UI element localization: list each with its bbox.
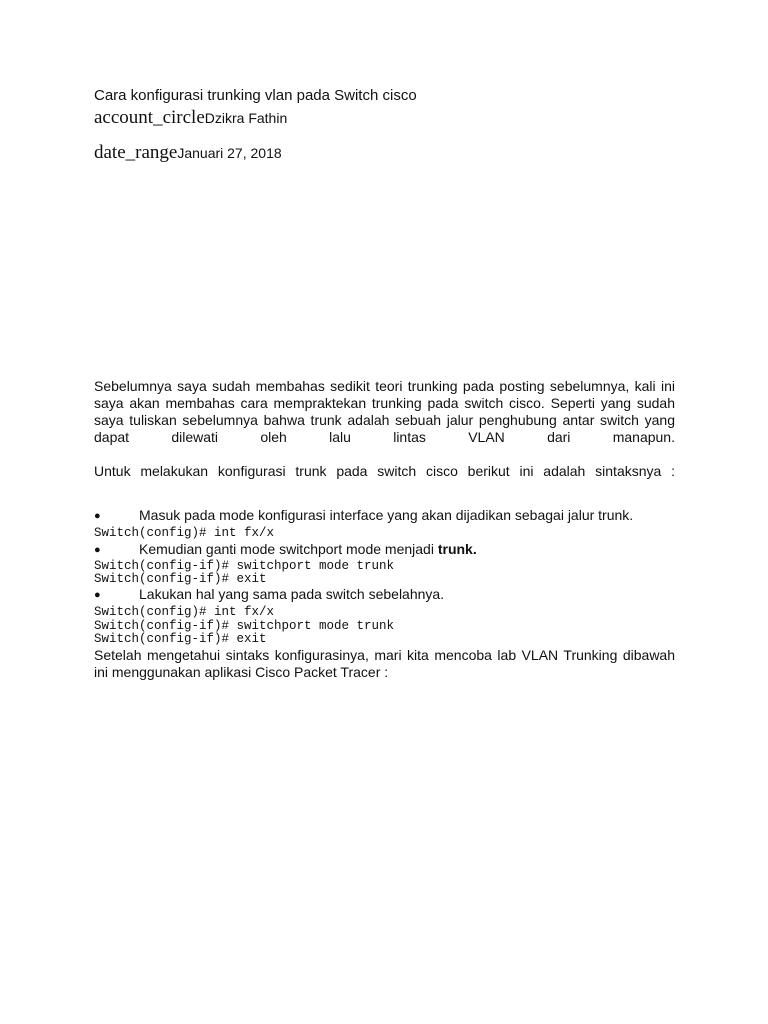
- code-line: Switch(config-if)# exit: [94, 572, 267, 586]
- bullet-icon: ●: [94, 544, 101, 556]
- bullet-icon: ●: [94, 510, 101, 522]
- date-row: [94, 141, 282, 165]
- step-text: [139, 541, 477, 558]
- author-row: [94, 106, 287, 130]
- step-text-plain: Kemudian ganti mode switchport mode menjadi: [139, 541, 438, 557]
- intro-paragraph: [94, 378, 675, 446]
- syntax-intro-paragraph: [94, 463, 675, 480]
- document-title: Cara konfigurasi trunking vlan pada Switch cisco: [94, 87, 417, 104]
- step-text: Lakukan hal yang sama pada switch sebelahnya.: [139, 586, 445, 602]
- intro-line: Sebelumnya saya sudah membahas sedikit teori trunking pada posting sebelumnya, kali ini: [94, 378, 675, 394]
- closing-line: ini menggunakan aplikasi Cisco Packet Tracer :: [94, 664, 389, 680]
- author-name: Dzikra Fathin: [204, 110, 288, 126]
- code-line: Switch(config-if)# switchport mode trunk: [94, 559, 395, 573]
- bullet-icon: ●: [94, 589, 101, 601]
- syntax-intro-line: Untuk melakukan konfigurasi trunk pada switch cisco berikut ini adalah sintaksnya :: [94, 463, 675, 479]
- intro-line: saya akan membahas cara mempraktekan trunking pada switch cisco. Seperti yang sudah: [94, 395, 675, 411]
- account-circle-icon: account_circle: [94, 107, 205, 128]
- code-line: Switch(config)# int fx/x: [94, 526, 275, 540]
- closing-line: Setelah mengetahui sintaks konfigurasinya, mari kita mencoba lab VLAN Trunking dibawah: [94, 647, 675, 663]
- code-line: Switch(config-if)# switchport mode trunk: [94, 619, 395, 633]
- intro-line: saya tuliskan sebelumnya bahwa trunk adalah sebuah jalur penghubung antar switch yang: [94, 412, 675, 428]
- code-line: Switch(config)# int fx/x: [94, 605, 275, 619]
- post-date: Januari 27, 2018: [177, 145, 282, 161]
- code-line: Switch(config-if)# exit: [94, 632, 267, 646]
- step-text: Masuk pada mode konfigurasi interface yang akan dijadikan sebagai jalur trunk.: [139, 507, 634, 523]
- intro-line: dapat dilewati oleh lalu lintas VLAN dari manapun.: [94, 429, 675, 445]
- date-range-icon: date_range: [94, 142, 178, 163]
- step-text-bold: trunk.: [437, 541, 477, 557]
- closing-paragraph: [94, 647, 675, 681]
